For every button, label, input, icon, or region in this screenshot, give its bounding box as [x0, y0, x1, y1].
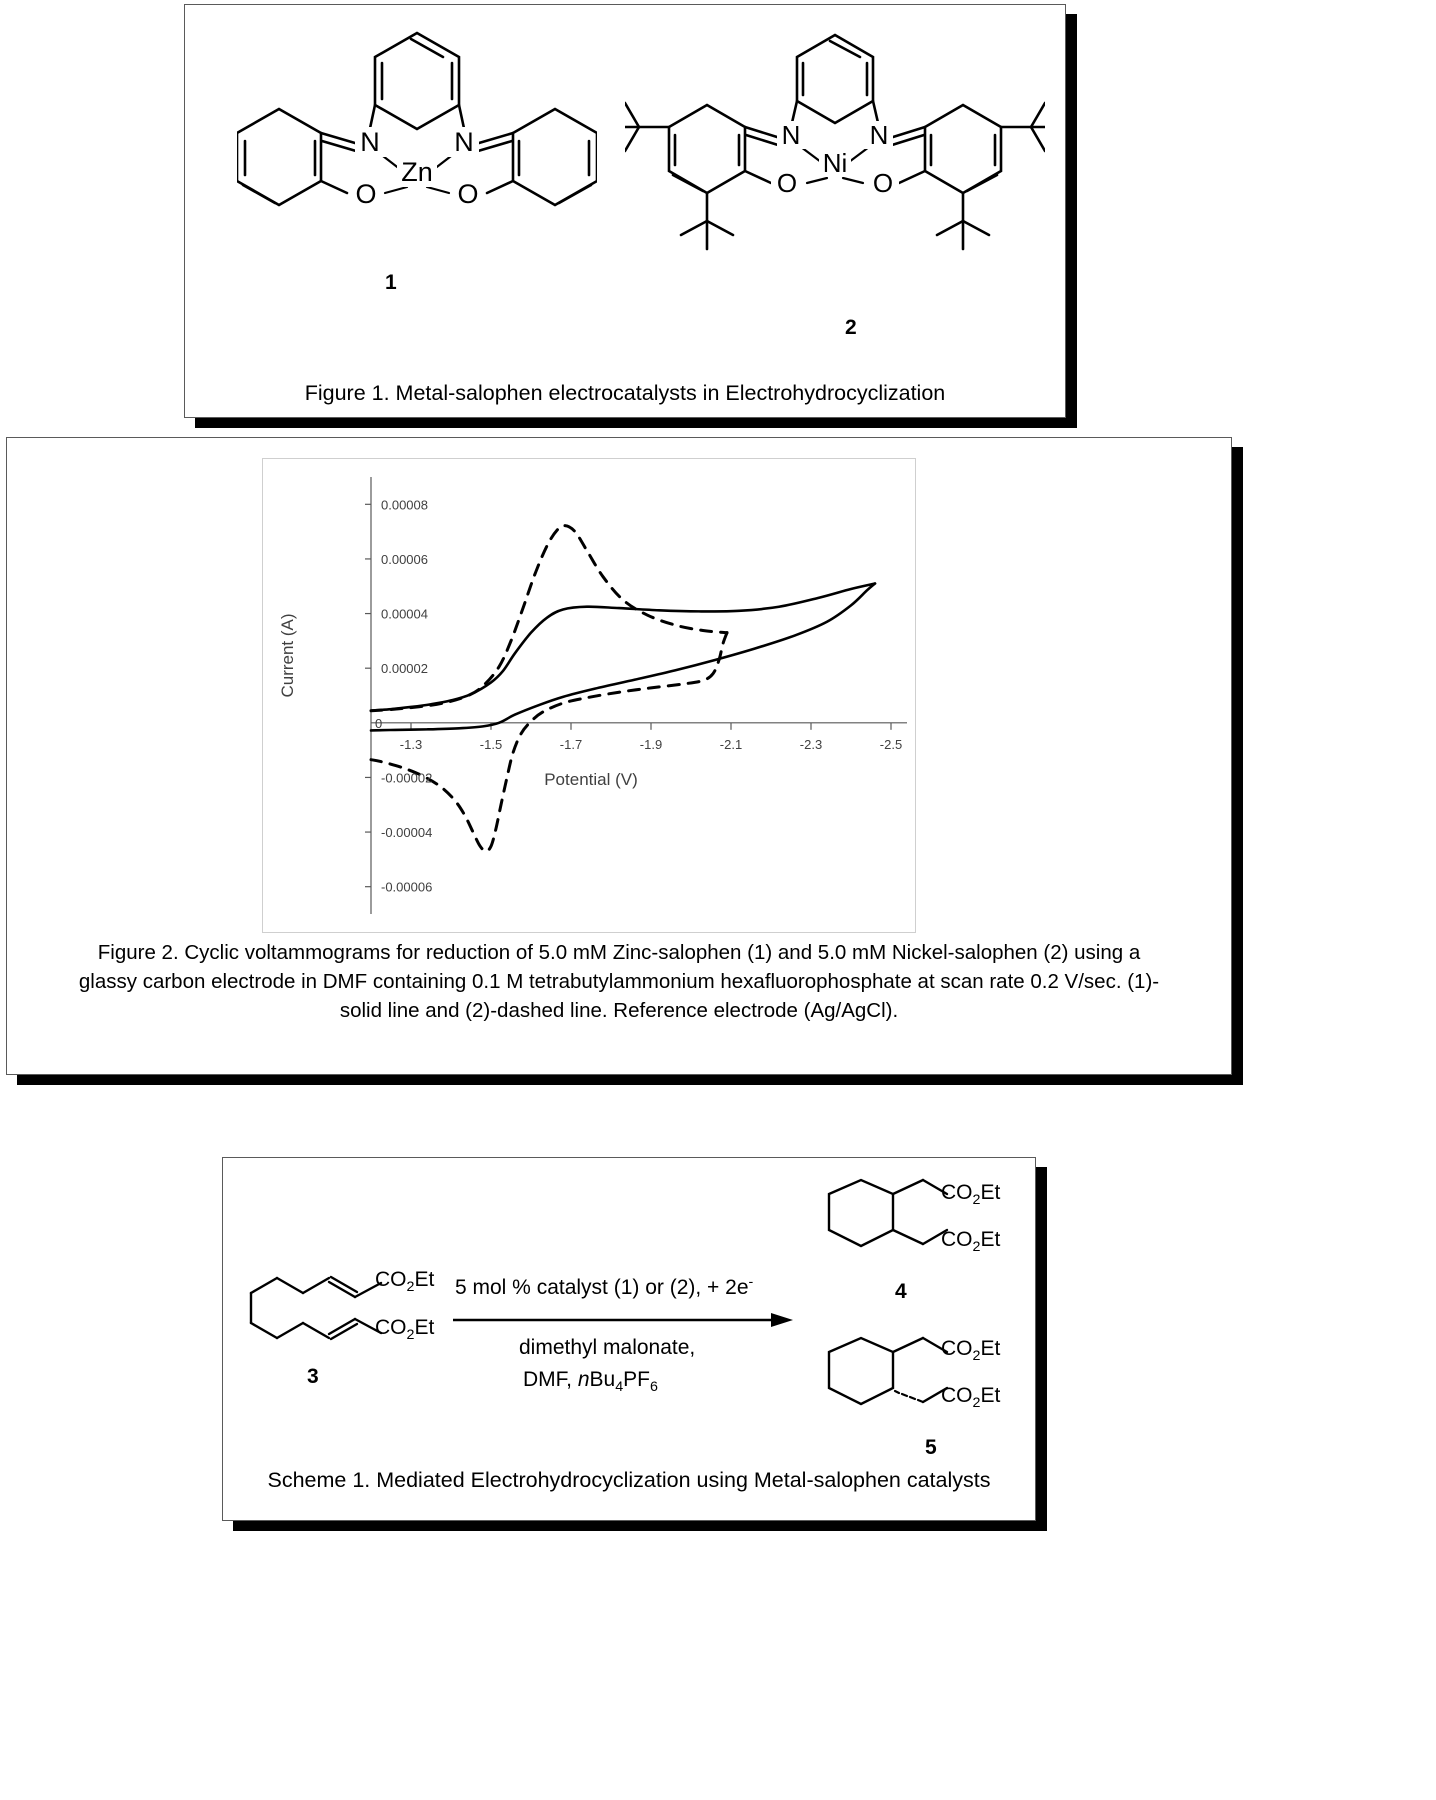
x-tick-label: -1.5 — [479, 736, 503, 752]
atom-label-n-right: N — [454, 127, 474, 157]
cyclic-voltammogram-chart — [262, 458, 916, 933]
figure2-caption-line1: Figure 2. Cyclic voltammograms for reduction of 5.0 mM Zinc-salophen (1) and 5.0 mM Nickel-salophen (2) using a — [97, 941, 1141, 964]
product4-ester-top: $CO_2Et$ — [941, 1181, 1001, 1209]
scheme-label-3: 3 — [307, 1365, 319, 1388]
atom-label-metal-zn: Zn — [401, 157, 433, 187]
y-tick-label: 0 — [375, 715, 383, 731]
y-tick-label: 0.00002 — [381, 661, 428, 677]
y-tick-label: 0.00008 — [381, 497, 428, 513]
x-tick-label: -2.5 — [879, 736, 903, 752]
y-axis-title: Current (A) — [278, 613, 297, 698]
figure1-panel — [184, 4, 1066, 418]
scheme1-caption: Scheme 1. Mediated Electrohydrocyclization using Metal-salophen catalysts — [267, 1468, 991, 1492]
y-tick-label: -0.00006 — [381, 879, 433, 895]
atom-label-o-right: O — [872, 168, 894, 198]
reaction-conditions-below-line2: DMF, $nBu_4PF_6$ — [523, 1368, 658, 1396]
atom-label-metal-ni: Ni — [822, 148, 848, 178]
product5-ester-bottom: $CO_2Et$ — [941, 1384, 1001, 1412]
reactant-ester-bottom: $CO_2Et$ — [375, 1316, 435, 1344]
y-tick-label: 0.00004 — [381, 606, 428, 622]
y-tick-label: 0.00006 — [381, 551, 428, 567]
x-tick-label: -2.1 — [719, 736, 743, 752]
x-axis-title: Potential (V) — [544, 769, 638, 789]
figure1-caption: Figure 1. Metal-salophen electrocatalysts in Electrohydrocyclization — [304, 381, 946, 405]
atom-label-o-left: O — [776, 168, 798, 198]
scheme1-panel — [222, 1157, 1036, 1521]
atom-label-o-right: O — [457, 179, 479, 209]
x-tick-label: -1.3 — [399, 736, 423, 752]
reactant-ester-top: $CO_2Et$ — [375, 1268, 435, 1296]
atom-label-n-left: N — [781, 120, 801, 150]
chart-series-1-forward-sweep — [371, 584, 875, 711]
structure-zinc-salophen — [237, 15, 597, 265]
figure2-caption — [21, 938, 1217, 1025]
chart-svg — [263, 459, 915, 932]
x-tick-label: -2.3 — [799, 736, 823, 752]
figure2-panel — [6, 437, 1232, 1075]
scheme-label-5: 5 — [925, 1436, 937, 1459]
chart-series — [371, 526, 875, 852]
y-tick-label: -0.00004 — [381, 825, 433, 841]
scheme-product-4-structure — [811, 1172, 961, 1272]
scheme-label-4: 4 — [895, 1280, 907, 1303]
scheme-product-5-structure — [811, 1328, 961, 1433]
chart-series-1-reverse-sweep — [371, 584, 875, 731]
atom-label-n-left: N — [360, 127, 380, 157]
structure-label-1: 1 — [385, 271, 397, 294]
reaction-arrow — [453, 1308, 793, 1332]
figure2-caption-line2: glassy carbon electrode in DMF containing 0.1 M tetrabutylammonium hexafluorophosphate at scan rate 0.2 V/sec. (1)- — [78, 970, 1160, 993]
atom-label-n-right: N — [869, 120, 889, 150]
y-tick-label: -0.00002 — [381, 770, 433, 786]
x-tick-label: -1.7 — [559, 736, 583, 752]
reaction-conditions-above: 5 mol % catalyst (1) or (2), + 2e- — [455, 1274, 754, 1299]
figure2-caption-line3: solid line and (2)-dashed line. Reference electrode (Ag/AgCl). — [339, 999, 899, 1022]
reaction-conditions-below-line1: dimethyl malonate, — [519, 1336, 696, 1359]
structure-label-2: 2 — [845, 316, 857, 339]
product4-ester-bottom: $CO_2Et$ — [941, 1228, 1001, 1256]
atom-label-o-left: O — [355, 179, 377, 209]
x-tick-label: -1.9 — [639, 736, 663, 752]
product5-ester-top: $CO_2Et$ — [941, 1337, 1001, 1365]
chart-axes — [365, 477, 907, 914]
structure-nickel-salophen — [625, 23, 1045, 293]
